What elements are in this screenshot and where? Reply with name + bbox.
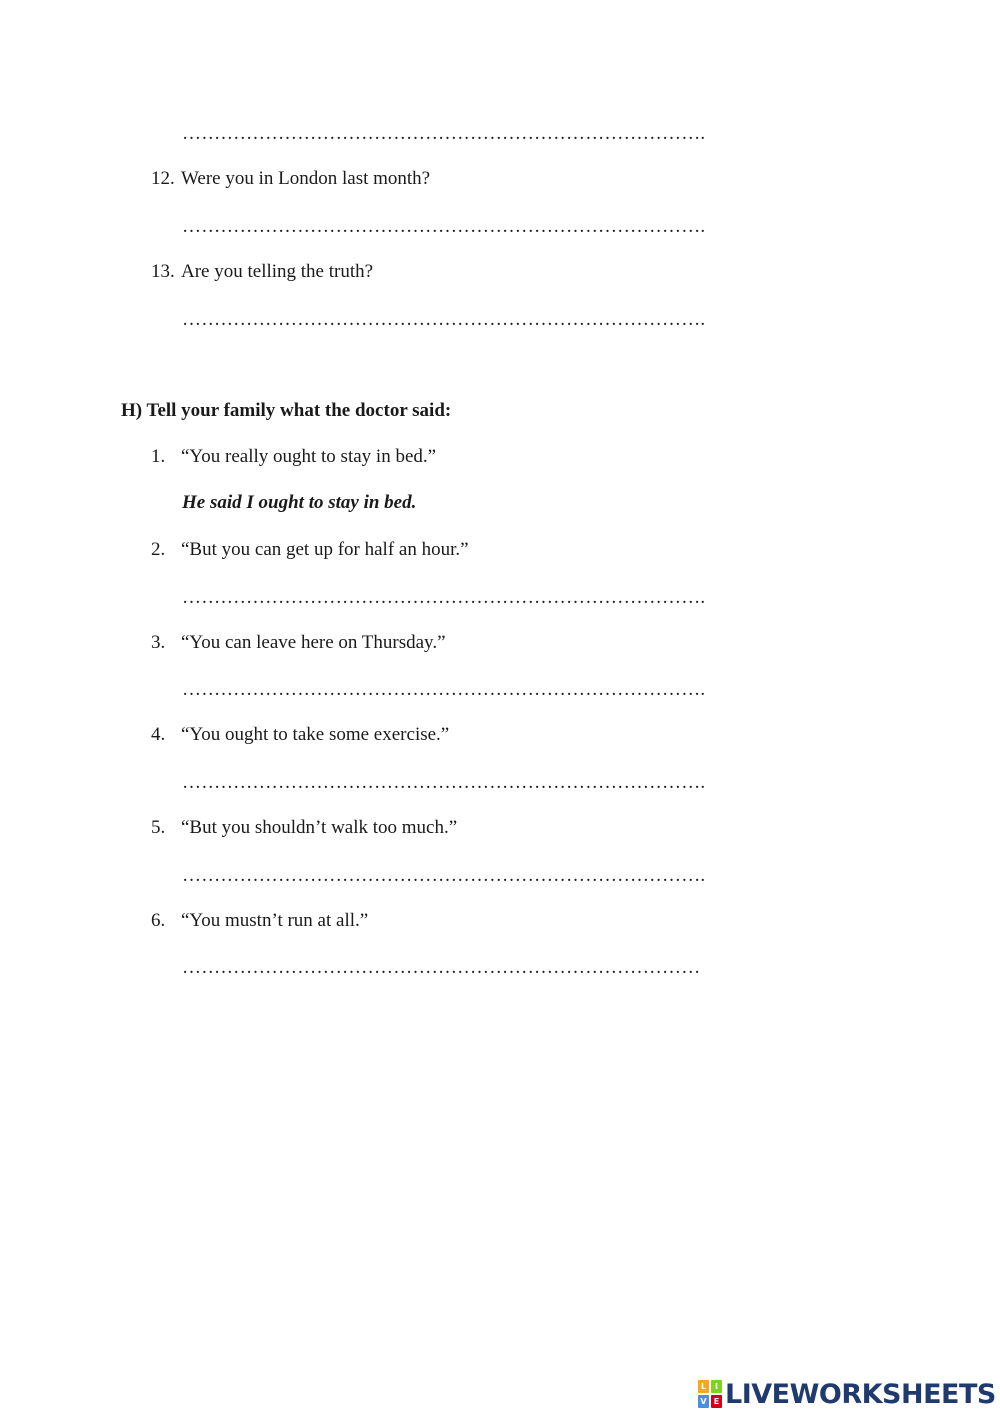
question-item: [151, 445, 436, 469]
answer-line[interactable]: ……………………………………………………………………….: [182, 216, 706, 237]
question-item: [151, 723, 449, 747]
question-text: “You ought to take some exercise.”: [181, 724, 450, 745]
question-item: [151, 538, 469, 562]
logo-mark-letter: L: [698, 1380, 709, 1393]
question-number: 6.: [151, 910, 166, 931]
question-text: “You really ought to stay in bed.”: [181, 446, 437, 467]
question-item: [151, 909, 368, 933]
question-text: “You can leave here on Thursday.”: [181, 632, 446, 653]
question-item: [151, 260, 373, 284]
question-number: 13.: [151, 261, 175, 282]
question-text: Were you in London last month?: [181, 168, 431, 189]
answer-line[interactable]: ……………………………………………………………………….: [182, 865, 706, 886]
question-number: 3.: [151, 632, 166, 653]
answer-line[interactable]: ……………………………………………………………………….: [182, 309, 706, 330]
logo-mark-letter: E: [711, 1395, 722, 1408]
answer-line[interactable]: ……………………………………………………………………….: [182, 772, 706, 793]
answer-line[interactable]: ……………………………………………………………………….: [182, 123, 706, 144]
question-number: 2.: [151, 539, 166, 560]
question-number: 1.: [151, 446, 166, 467]
logo-mark-icon: [698, 1380, 722, 1408]
question-text: “But you shouldn’t walk too much.”: [181, 817, 458, 838]
question-text: Are you telling the truth?: [181, 261, 374, 282]
answer-line[interactable]: ……………………………………………………………………….: [182, 679, 706, 700]
question-text: “But you can get up for half an hour.”: [181, 539, 469, 560]
section-heading: H) Tell your family what the doctor said:: [121, 400, 452, 421]
answer-line[interactable]: ………………………………………………………………………: [182, 957, 701, 978]
logo-text: LIVEWORKSHEETS: [725, 1378, 996, 1410]
question-number: 5.: [151, 817, 166, 838]
example-answer: He said I ought to stay in bed.: [182, 492, 417, 513]
question-item: [151, 167, 430, 191]
question-item: [151, 816, 457, 840]
question-text: “You mustn’t run at all.”: [181, 910, 369, 931]
logo-mark-letter: I: [711, 1380, 722, 1393]
logo-mark-letter: V: [698, 1395, 709, 1408]
question-number: 4.: [151, 724, 166, 745]
answer-line[interactable]: ……………………………………………………………………….: [182, 587, 706, 608]
question-number: 12.: [151, 168, 175, 189]
liveworksheets-logo: [698, 1378, 996, 1410]
question-item: [151, 631, 446, 655]
